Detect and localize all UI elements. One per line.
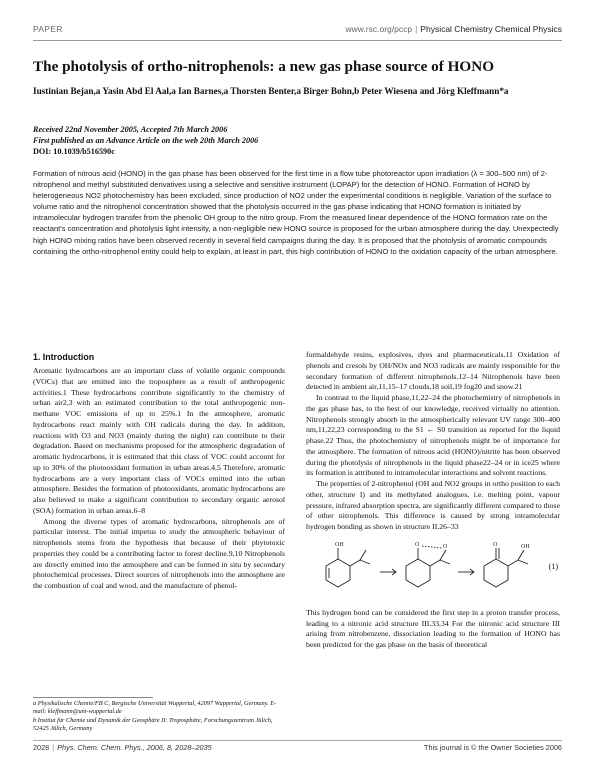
running-header: [33, 24, 562, 38]
svg-text:O: O: [493, 541, 498, 548]
published-date: First published as an Advance Article on the web 20th March 2006: [33, 136, 259, 145]
intro-paragraph-3: formaldehyde resins, explosives, dyes and pharmaceuticals.11 Oxidation of phenols and cresols by OH/NOx and NO3 radicals are mainly responsible for the secondary formation of different nitrophenols.12–14 Nitrophenols have been detected in ambient air,11,15–17 clouds,18 soil,19 fog20 and snow.21: [306, 350, 560, 392]
svg-text:O: O: [415, 541, 420, 548]
header-rule: [33, 40, 562, 41]
article-history: [33, 124, 553, 157]
intro-paragraph-1: Aromatic hydrocarbons are an important class of volatile organic compounds (VOCs) that are emitted into the troposphere as a result of anthropogenic activities.1 These hydrocarbons contribute significantly to the chemistry of urban air2,3 with an estimated contribution to the total anthropogenic non-methane VOC emissions of up to 25%.1 In the atmosphere, aromatic hydrocarbons react mainly with OH radicals during the day. In addition, reactions with O3 and NO3 (mainly during the night) can contribute to their degradation. Based on mechanisms proposed for the atmospheric degradation of aromatic hydrocarbons, it is estimated that this class of VOC could account for up to 30% of the photooxidant formation in urban areas.4,5 Therefore, aromatic hydrocarbons are a very important class of VOCs emitted into the urban atmosphere. Besides the formation of photooxidants, aromatic hydrocarbons are also believed to make a significant contribution to secondary organic aerosol (SOA) formation in urban areas.6–8: [33, 366, 285, 515]
journal-name: Physical Chemistry Chemical Physics: [420, 24, 562, 34]
nitrophenol-structures-figure: [306, 536, 536, 604]
footer-citation: 2028 | Phys. Chem. Chem. Phys., 2006, 8, 2028–2035: [33, 743, 212, 752]
right-column: [306, 350, 560, 651]
doi[interactable]: DOI: 10.1039/b516590c: [33, 147, 115, 156]
svg-text:OH: OH: [335, 541, 344, 548]
citation: Phys. Chem. Chem. Phys., 2006, 8, 2028–2035: [57, 743, 212, 752]
abstract-text: Formation of nitrous acid (HONO) in the gas phase has been observed for the first time in a flow tube photoreactor upon irradiation (λ = 300–500 nm) of 2-nitrophenol and methyl substituted derivatives using a selective and sensitive instrument (LOPAP) for the detection of HONO. Formation of HONO by heterogeneous NO2 photochemistry has been excluded, since production of NO2 under the experimental conditions is negligible. Variation of the surface to volume ratio and the nitrophenol concentration showed that the photolysis occurred in the gas phase indicating that HONO formation is initiated by intramolecular hydrogen transfer from the phenolic OH group to the nitro group. From the measured linear dependence of the HONO formation rate on the reactant's concentration and photolysis light intensity, a non-negligible new HONO source is proposed for the urban atmosphere during the day. Unexpectedly high HONO mixing ratios have been observed recently in several field campaigns during the day. It is proposed that the photolysis of aromatic compounds containing the ortho-nitrophenol entity could help to explain, at least in part, this high contribution of HONO to the oxidation capacity of the urban atmosphere.: [33, 169, 559, 256]
journal-url[interactable]: www.rsc.org/pccp: [345, 24, 413, 34]
intro-paragraph-4: In contrast to the liquid phase,11,22–24 the photochemistry of nitrophenols in the gas phase has, to the best of our knowledge, received virtually no attention. Nitrophenols strongly absorb in the atmospherically relevant UV range 300–400 nm,11,22,23 corresponding to the S1 ← S0 transition as reported for the liquid phase.22 Thus, the photochemistry of nitrophenols might be of importance for the atmosphere. The formation of nitrous acid (HONO)/nitrite has been observed during the photolysis of nitrophenols in the liquid phase22–24 or in ice25 where its formation is attributed to intramolecular interactions and solvent reactions.: [306, 393, 560, 478]
received-date: Received 22nd November 2005, Accepted 7th March 2006: [33, 125, 228, 134]
equation-number: (1): [548, 561, 558, 571]
abstract: [33, 168, 561, 257]
section-heading-introduction: 1. Introduction: [33, 352, 95, 362]
footnote-rule: [33, 697, 153, 698]
affiliation-footnotes: [33, 700, 288, 733]
affiliation-b: b Institut für Chemie und Dynamik der Geosphäre II: Troposphäre, Forschungszentrum Jülich, 52425 Jülich, Germany: [33, 716, 273, 732]
section-label: PAPER: [33, 24, 63, 34]
left-column: [33, 350, 285, 592]
footer-rule: [33, 740, 562, 741]
svg-text:OH: OH: [521, 543, 530, 550]
page-number: 2028: [33, 743, 50, 752]
affiliation-a: a Physikalische Chemie/FB C, Bergische Universität Wuppertal, 42097 Wuppertal, Germany. E-mail: kleffmann@uni-wuppertal.de: [33, 700, 277, 716]
article-title: The photolysis of ortho-nitrophenols: a new gas phase source of HONO: [33, 58, 495, 75]
author-list: Iustinian Bejan,a Yasin Abd El Aal,a Ian Barnes,a Thorsten Benter,a Birger Bohn,b Peter Wiesena and Jörg Kleffmann*a: [33, 86, 509, 96]
copyright: This journal is © the Owner Societies 2006: [423, 743, 562, 752]
journal-header: www.rsc.org/pccp | Physical Chemistry Chemical Physics: [345, 24, 562, 34]
intro-paragraph-2: Among the diverse types of aromatic hydrocarbons, nitrophenols are of particular interest. The initial impetus to study the atmospheric behaviour of nitrophenols stems from the hypothesis that because of their phytotoxic properties they could be a contributing factor to forest decline.9,10 Nitrophenols are directly emitted into the atmosphere and can be formed in situ by secondary photochemical processes. Direct sources of nitrophenols into the atmosphere are the combustion of coal and wood, and the manufacture of phenol-: [33, 516, 285, 590]
intro-paragraph-5: The properties of 2-nitrophenol (OH and NO2 groups in ortho position to each other, structure I) and its methylated analogues, i.e. melting point, vapour pressure, infrared absorption spectra, are significantly different compared to those of other nitrophenols. This difference is caused by strong intramolecular hydrogen bonding as shown in structure II.26–33: [306, 479, 561, 531]
svg-text:O: O: [443, 543, 448, 550]
chemical-structure-scheme: [306, 536, 560, 604]
intro-paragraph-6: This hydrogen bond can be considered the first step in a proton transfer process, leading to a nitronic acid structure III.33,34 For the nitronic acid structure III arising from nitrobenzene, dissociation leading to the formation of HONO has been predicted for the gas phase on the basis of theoretical: [306, 607, 560, 649]
